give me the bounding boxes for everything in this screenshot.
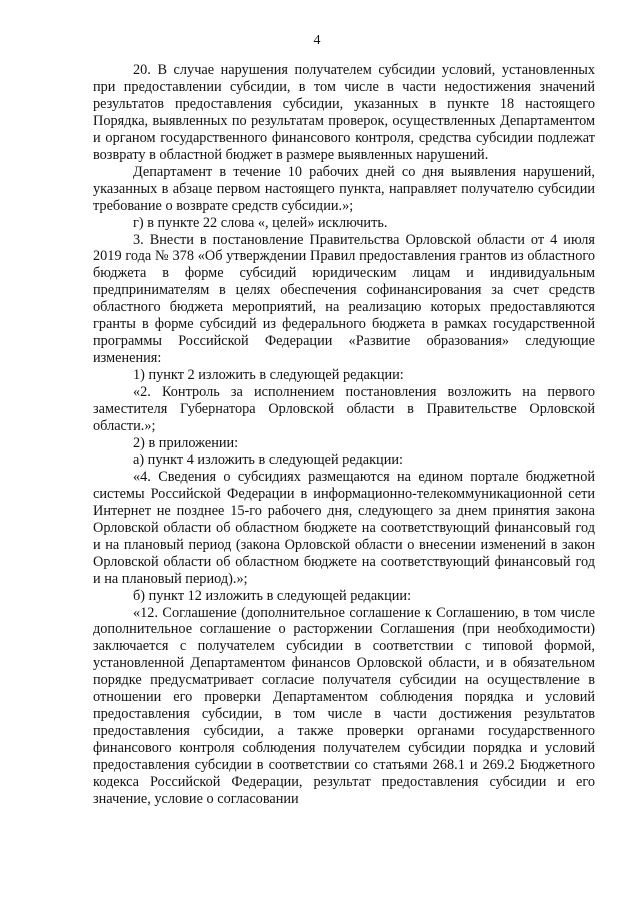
paragraph-item-20: 20. В случае нарушения получателем субсидии условий, установленных при предоставлении субсидии, в том числе в части недостижения значений результатов предоставления субсидии, указанных в пункте 18 настоящего Порядка, выявленных по результатам проверок, осуществленных Департаментом и органом государственного финансового контроля, средства субсидии подлежат возврату в областной бюджет в размере выявленных нарушений.	[93, 62, 595, 163]
paragraph-item-3: 3. Внести в постановление Правительства Орловской области от 4 июля 2019 года № 378 «Об утверждении Правил предоставления грантов из областного бюджета в форме субсидий юридическим лицам и индивидуальным предпринимателям в целях обеспечения софинансирования за счет средств областного бюджета мероприятий, на реализацию которых предоставляются гранты в форме субсидий из федерального бюджета в рамках государственной программы Российской Федерации «Развитие образования» следующие изменения:	[93, 231, 595, 367]
paragraph-item-4-text: «4. Сведения о субсидиях размещаются на едином портале бюджетной системы Российской Федерации в информационно-телекоммуникационной сети Интернет не позднее 15-го рабочего дня, следующего за днем принятия закона Орловской области об областном бюджете на соответствующий финансовый год и на плановый период (закона Орловской области о внесении изменений в закон Орловской области об областном бюджете на соответствующий финансовый год и на плановый период).»;	[93, 468, 595, 587]
document-body	[93, 62, 595, 808]
paragraph-subitem-1: 1) пункт 2 изложить в следующей редакции:	[133, 367, 404, 384]
paragraph-department-requirement: Департамент в течение 10 рабочих дней со дня выявления нарушений, указанных в абзаце первом настоящего пункта, направляет получателю субсидии требование о возврате средств субсидии.»;	[93, 163, 595, 214]
paragraph-subitem-g: г) в пункте 22 слова «, целей» исключить.	[133, 214, 388, 231]
paragraph-subitem-b: б) пункт 12 изложить в следующей редакции:	[133, 587, 412, 604]
page-number: 4	[313, 33, 321, 48]
paragraph-subitem-a: а) пункт 4 изложить в следующей редакции:	[133, 451, 403, 468]
paragraph-control-clause: «2. Контроль за исполнением постановления возложить на первого заместителя Губернатора Орловской области в Правительстве Орловской области.»;	[93, 384, 595, 435]
paragraph-item-12-text: «12. Соглашение (дополнительное соглашение к Соглашению, в том числе дополнительное соглашение о расторжении Соглашения (при необходимости) заключается с получателем субсидии в соответствии с типовой формой, установленной Департаментом финансов Орловской области, и в обязательном порядке предусматривает согласие получателя субсидии на осуществление в отношении его проверки Департаментом соблюдения порядка и условий предоставления субсидии, в том числе в части достижения результатов предоставления субсидии, а также проверки органами государственного финансового контроля соблюдения получателем субсидии порядка и условий предоставления субсидии в соответствии со статьями 268.1 и 269.2 Бюджетного кодекса Российской Федерации, результат предоставления субсидии и его значение, условие о согласовании	[93, 604, 595, 807]
paragraph-subitem-2: 2) в приложении:	[133, 434, 239, 451]
